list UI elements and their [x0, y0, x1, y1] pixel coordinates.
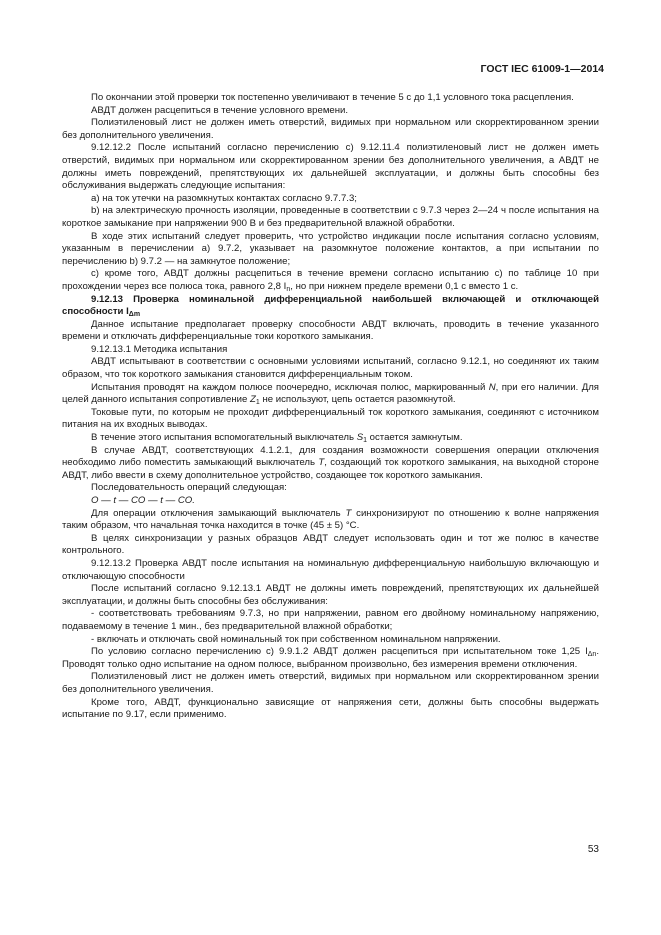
paragraph: [62, 382, 599, 407]
paragraph: [62, 508, 599, 533]
text-run: Испытания проводят на каждом полюсе поочередно, исключая полюс, маркированный: [91, 381, 489, 393]
text-run: , но при нижнем пределе времени 0,1 с вместо 1 с.: [290, 280, 519, 292]
subsection-title: 9.12.13.1 Методика испытания: [91, 343, 228, 355]
text-run: По условию согласно перечислению с) 9.9.1.2 АВДТ должен расцепиться при испытательном токе 1,25 I: [91, 646, 588, 658]
text-run: остается замкнутым.: [367, 432, 463, 444]
symbol: T: [345, 507, 352, 519]
paragraph: После испытаний согласно 9.12.13.1 АВДТ не должны иметь повреждений, препятствующих их дальнейшей эксплуатации, и должны быть способны без обслуживания:: [62, 583, 599, 607]
text-run: синхронизируют по отношению к волне напряжения таким образом, что начальная точка находится в точке (45 ± 5) °С.: [62, 507, 599, 532]
paragraph: АВДТ должен расцепиться в течение условного времени.: [91, 104, 349, 116]
paragraph: В целях синхронизации у разных образцов АВДТ следует использовать один и тот же полюс в качестве контрольного.: [62, 532, 599, 557]
text-run: с) кроме того, АВДТ должны расцепиться в течение времени согласно испытанию с) по таблице 10 при прохождении через все полюса тока, равного 2,8 I: [62, 268, 599, 292]
text-run: . Проводят только одно испытание на одном полюсе, выбранном произвольно, без измерения времени отключения.: [62, 646, 599, 670]
text-run: В течение этого испытания вспомогательный выключатель: [91, 432, 357, 444]
symbol: S: [356, 432, 364, 444]
page-number: 53: [587, 844, 599, 855]
subscript: n: [286, 285, 291, 293]
paragraph: АВДТ испытывают в соответствии с основными условиями испытаний, согласно 9.12.1, но соединяют их таким образом, что ток короткого замыкания становится дифференциальным током.: [62, 356, 599, 381]
operation-sequence: O — t — CO — t — CO.: [91, 495, 195, 506]
subscript: 1: [363, 437, 367, 445]
text-run: Для операции отключения замыкающий выключатель: [91, 507, 346, 519]
paragraph: 9.12.12.2 После испытаний согласно перечислению с) 9.12.11.4 полиэтиленовый лист не должен иметь отверстий, видимых при нормальном или скорректированном зрении без дополнительного увеличения, а АВДТ не должны иметь повреждений, препятствующих их дальнейшей эксплуатации, и должны быть способны без обслуживания выдержать следующие испытания:: [62, 142, 599, 192]
list-item: а) на ток утечки на разомкнутых контактах согласно 9.7.7.3;: [91, 192, 357, 204]
list-item: [62, 268, 599, 293]
paragraph: Данное испытание предполагает проверку способности АВДТ включать, проводить в течение указанного времени и отключать дифференциальные токи короткого замыкания.: [62, 318, 599, 343]
text-run: не используют, цепь остается разомкнутой.: [259, 394, 456, 406]
list-item: - включать и отключать свой номинальный ток при собственном номинальном напряжении.: [91, 633, 501, 645]
heading-text: 9.12.13 Проверка номинальной дифференциальной наибольшей включающей и отключающей способности I: [62, 293, 599, 318]
symbol: N: [488, 381, 496, 393]
list-item: - соответствовать требованиям 9.7.3, но при напряжении, равном его двойному номинальному напряжению, подаваемому в течение 1 мин., без предварительной влажной обработки;: [62, 608, 599, 632]
paragraph: Кроме того, АВДТ, функционально зависящие от напряжения сети, должны быть способны выдержать испытание по 9.17, если применимо.: [62, 696, 599, 721]
subsection-title: 9.12.13.2 Проверка АВДТ после испытания на номинальную дифференциальную наибольшую включающую и отключающую способности: [62, 557, 599, 582]
list-item: b) на электрическую прочность изоляции, проведенные в соответствии с 9.7.3 через 2—24 ч после испытания на короткое замыкание при напряжении 900 В и без предварительной влажной обработки.: [62, 205, 599, 229]
paragraph: Токовые пути, по которым не проходит дифференциальный ток короткого замыкания, соединяют с источником питания на их входных выводах.: [62, 406, 599, 431]
paragraph: Последовательность операций следующая:: [91, 482, 287, 494]
subscript: 1: [255, 399, 260, 407]
symbol: Z: [250, 394, 256, 406]
paragraph: По окончании этой проверки ток постепенно увеличивают в течение 5 с до 1,1 условного тока расцепления.: [91, 92, 574, 103]
section-heading: [62, 294, 599, 319]
document-body: [62, 92, 599, 722]
document-header: ГОСТ IEC 61009-1—2014: [480, 63, 604, 75]
text-run: , при его наличии. Для целей данного испытания сопротивление: [62, 381, 599, 406]
text-run: , создающий ток короткого замыкания, на выходной стороне АВДТ, либо ввести в схему дополнительное устройство, создающее ток короткого замыкания.: [62, 457, 599, 481]
paragraph: В ходе этих испытаний следует проверить, что устройство индикации после испытания согласно условиям, указанным в перечислении а) 9.7.2, указывает на разомкнутое положение контактов, а при испытании по перечислению b) 9.7.2 — на замкнутое положение;: [62, 230, 599, 267]
paragraph: [62, 646, 599, 671]
text-run: В случае АВДТ, соответствующих 4.1.2.1, для создания возможности совершения операции отключения необходимо либо поместить замыкающий выключатель: [62, 444, 599, 469]
paragraph: Полиэтиленовый лист не должен иметь отверстий, видимых при нормальном или скорректированном зрении без дополнительного увеличения.: [62, 117, 599, 141]
paragraph: [62, 432, 599, 445]
paragraph: Полиэтиленовый лист не должен иметь отверстий, видимых при нормальном или скорректированном зрении без дополнительного увеличения.: [62, 671, 599, 695]
symbol: T: [318, 457, 325, 469]
paragraph: [62, 445, 599, 483]
subscript: Δn: [587, 651, 597, 659]
subscript: Δm: [128, 311, 141, 319]
